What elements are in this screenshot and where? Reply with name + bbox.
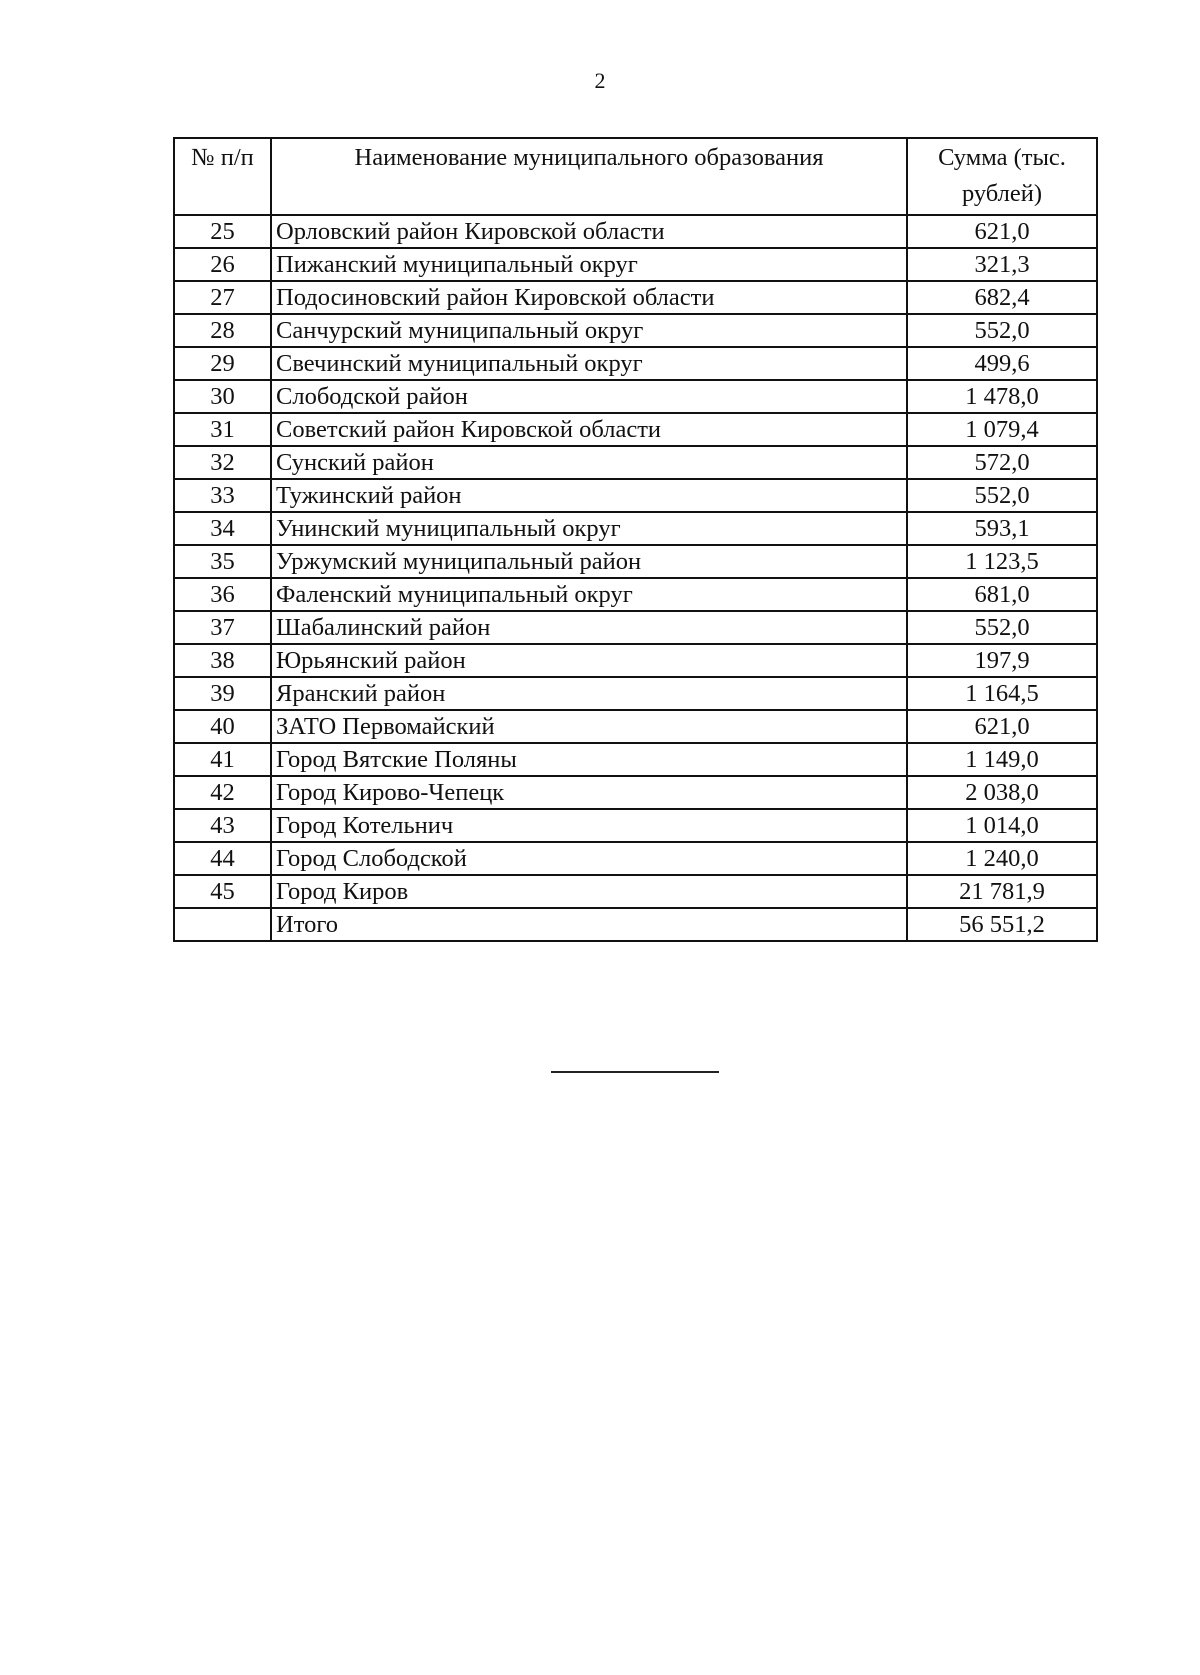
amount: 552,0 <box>907 314 1097 347</box>
row-number: 33 <box>174 479 271 512</box>
amount: 1 123,5 <box>907 545 1097 578</box>
header-municipality-name: Наименование муниципального образования <box>271 138 907 215</box>
municipality-name: Пижанский муниципальный округ <box>271 248 907 281</box>
municipality-name: Тужинский район <box>271 479 907 512</box>
total-row <box>174 908 1097 941</box>
row-number: 37 <box>174 611 271 644</box>
table-row <box>174 281 1097 314</box>
table-row <box>174 578 1097 611</box>
table-row <box>174 413 1097 446</box>
municipality-name: Шабалинский район <box>271 611 907 644</box>
amount: 321,3 <box>907 248 1097 281</box>
municipality-name: Город Кирово-Чепецк <box>271 776 907 809</box>
amount: 56 551,2 <box>907 908 1097 941</box>
row-number: 34 <box>174 512 271 545</box>
municipality-name: Слободской район <box>271 380 907 413</box>
amount: 2 038,0 <box>907 776 1097 809</box>
table-row <box>174 644 1097 677</box>
row-number <box>174 908 271 941</box>
table-row <box>174 611 1097 644</box>
allocation-table <box>173 137 1098 942</box>
row-number: 30 <box>174 380 271 413</box>
row-number: 32 <box>174 446 271 479</box>
row-number: 42 <box>174 776 271 809</box>
amount: 1 014,0 <box>907 809 1097 842</box>
closing-rule-divider <box>551 1071 719 1073</box>
table-row <box>174 380 1097 413</box>
table-row <box>174 446 1097 479</box>
row-number: 43 <box>174 809 271 842</box>
municipality-name: Сунский район <box>271 446 907 479</box>
amount: 1 164,5 <box>907 677 1097 710</box>
table-row <box>174 776 1097 809</box>
row-number: 25 <box>174 215 271 248</box>
municipality-name: Юрьянский район <box>271 644 907 677</box>
table-row <box>174 215 1097 248</box>
row-number: 27 <box>174 281 271 314</box>
header-amount: Сумма (тыс. рублей) <box>907 138 1097 215</box>
table-body <box>174 215 1097 941</box>
amount: 621,0 <box>907 215 1097 248</box>
amount: 621,0 <box>907 710 1097 743</box>
table-row <box>174 314 1097 347</box>
municipality-name: Свечинский муниципальный округ <box>271 347 907 380</box>
row-number: 35 <box>174 545 271 578</box>
page-number: 2 <box>594 68 606 93</box>
amount: 682,4 <box>907 281 1097 314</box>
amount: 1 240,0 <box>907 842 1097 875</box>
table-row <box>174 545 1097 578</box>
municipality-name: Орловский район Кировской области <box>271 215 907 248</box>
amount: 21 781,9 <box>907 875 1097 908</box>
municipality-name: ЗАТО Первомайский <box>271 710 907 743</box>
municipality-name: Советский район Кировской области <box>271 413 907 446</box>
table-header-row <box>174 138 1097 215</box>
amount: 197,9 <box>907 644 1097 677</box>
row-number: 36 <box>174 578 271 611</box>
municipality-name: Подосиновский район Кировской области <box>271 281 907 314</box>
municipality-name: Итого <box>271 908 907 941</box>
municipality-name: Фаленский муниципальный округ <box>271 578 907 611</box>
table-row <box>174 347 1097 380</box>
row-number: 26 <box>174 248 271 281</box>
municipality-name: Город Слободской <box>271 842 907 875</box>
municipality-name: Санчурский муниципальный округ <box>271 314 907 347</box>
municipality-name: Уржумский муниципальный район <box>271 545 907 578</box>
header-number: № п/п <box>174 138 271 215</box>
amount: 1 079,4 <box>907 413 1097 446</box>
table-row <box>174 677 1097 710</box>
table-row <box>174 875 1097 908</box>
table-row <box>174 248 1097 281</box>
amount: 681,0 <box>907 578 1097 611</box>
row-number: 28 <box>174 314 271 347</box>
amount: 593,1 <box>907 512 1097 545</box>
table-row <box>174 479 1097 512</box>
row-number: 45 <box>174 875 271 908</box>
municipality-name: Город Котельнич <box>271 809 907 842</box>
row-number: 44 <box>174 842 271 875</box>
amount: 499,6 <box>907 347 1097 380</box>
row-number: 39 <box>174 677 271 710</box>
row-number: 38 <box>174 644 271 677</box>
municipality-name: Город Вятские Поляны <box>271 743 907 776</box>
table-row <box>174 743 1097 776</box>
municipality-name: Унинский муниципальный округ <box>271 512 907 545</box>
amount: 552,0 <box>907 611 1097 644</box>
table-row <box>174 809 1097 842</box>
amount: 552,0 <box>907 479 1097 512</box>
municipality-name: Яранский район <box>271 677 907 710</box>
table-row <box>174 710 1097 743</box>
row-number: 41 <box>174 743 271 776</box>
row-number: 29 <box>174 347 271 380</box>
row-number: 40 <box>174 710 271 743</box>
row-number: 31 <box>174 413 271 446</box>
table-row <box>174 512 1097 545</box>
amount: 1 149,0 <box>907 743 1097 776</box>
table-row <box>174 842 1097 875</box>
amount: 1 478,0 <box>907 380 1097 413</box>
amount: 572,0 <box>907 446 1097 479</box>
municipality-name: Город Киров <box>271 875 907 908</box>
